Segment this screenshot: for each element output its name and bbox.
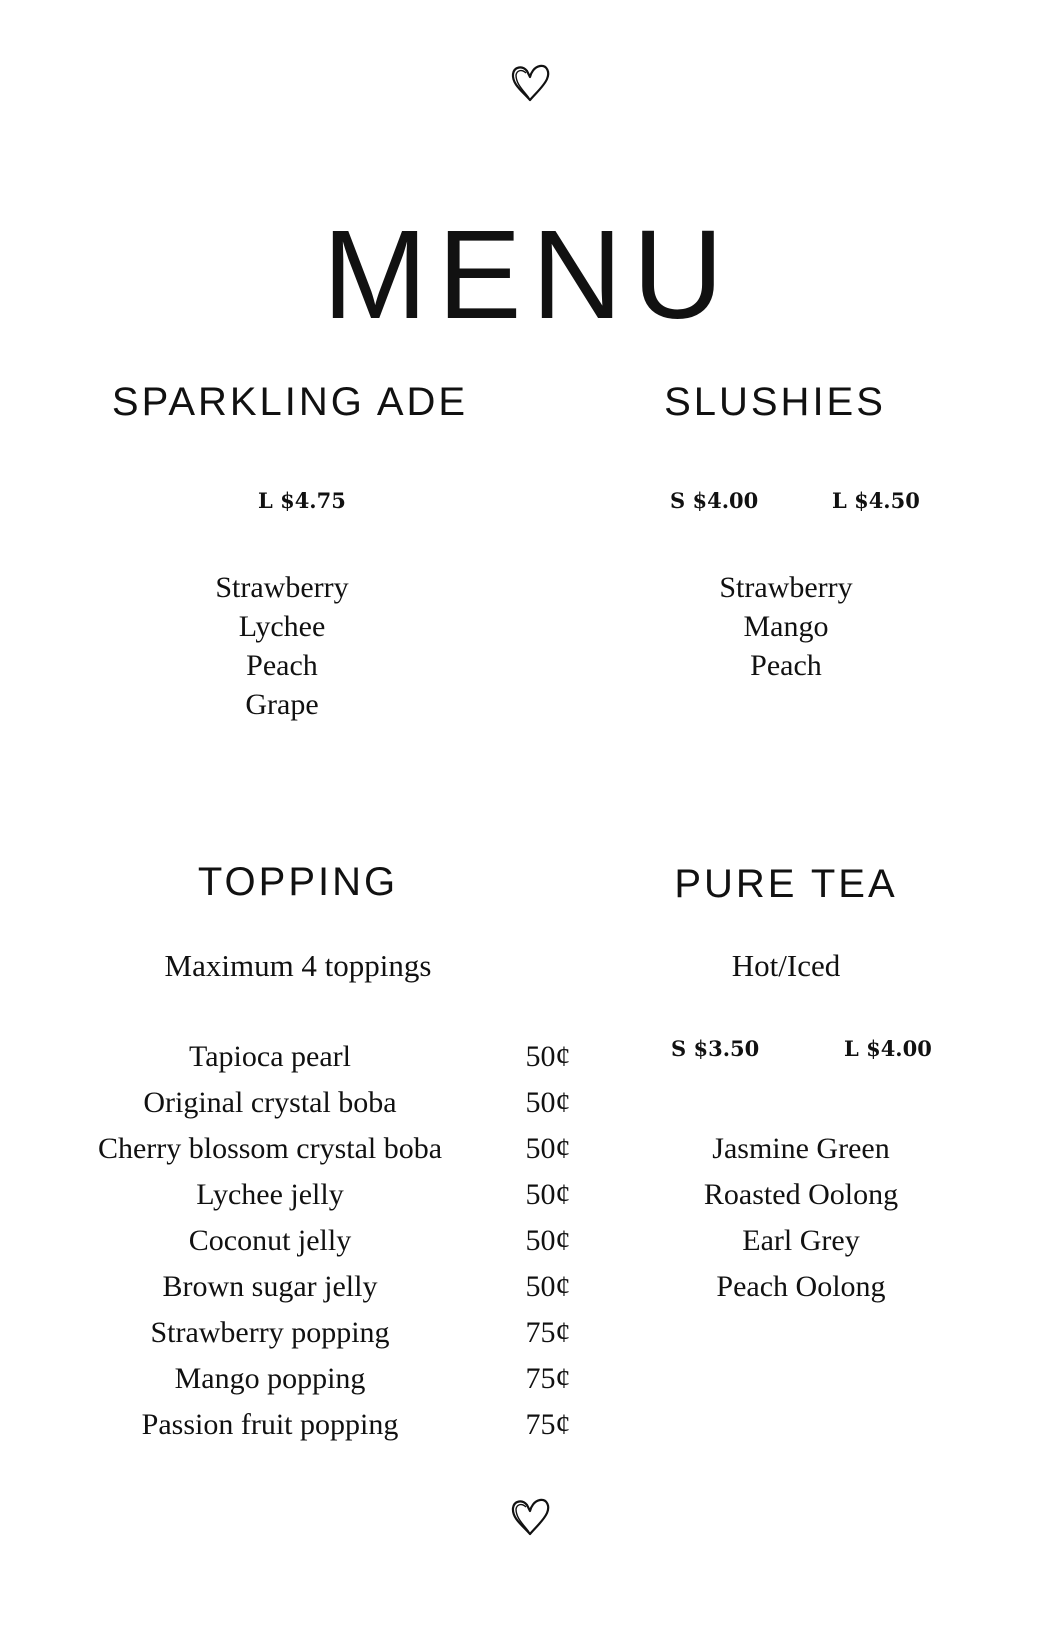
topping-price: 50¢	[525, 1270, 571, 1303]
topping-price: 75¢	[525, 1408, 571, 1441]
topping-price: 50¢	[525, 1040, 571, 1073]
topping-row	[60, 1356, 580, 1402]
menu-title: MENU	[322, 204, 734, 346]
pure-tea-price-small: S $3.50	[671, 1036, 760, 1061]
list-item: Strawberry	[719, 571, 853, 604]
topping-price: 75¢	[525, 1316, 571, 1349]
topping-row	[60, 1218, 580, 1264]
list-item: Peach	[750, 649, 822, 682]
topping-row	[60, 1172, 580, 1218]
slushies-list	[636, 568, 936, 685]
list-item: Roasted Oolong	[703, 1178, 899, 1211]
pure-tea-note: Hot/Iced	[731, 948, 841, 983]
topping-row	[60, 1080, 580, 1126]
list-item: Lychee	[238, 610, 326, 643]
slushies-heading: SLUSHIES	[664, 380, 886, 424]
list-item: Grape	[245, 688, 319, 721]
topping-price: 50¢	[525, 1224, 571, 1257]
topping-note: Maximum 4 toppings	[164, 948, 432, 983]
topping-price: 50¢	[525, 1086, 571, 1119]
list-item: Jasmine Green	[712, 1132, 890, 1165]
topping-price: 75¢	[525, 1362, 571, 1395]
list-item: Mango	[743, 610, 829, 643]
topping-name: Strawberry popping	[150, 1316, 390, 1349]
sparkling-ade-heading: SPARKLING ADE	[111, 380, 469, 424]
list-item: Earl Grey	[742, 1224, 860, 1257]
topping-list	[60, 1034, 580, 1448]
topping-row	[60, 1264, 580, 1310]
topping-row	[60, 1126, 580, 1172]
topping-name: Cherry blossom crystal boba	[97, 1132, 443, 1165]
list-item: Strawberry	[215, 571, 349, 604]
topping-heading: TOPPING	[197, 860, 399, 904]
topping-name: Mango popping	[174, 1362, 366, 1395]
topping-row	[60, 1310, 580, 1356]
topping-price: 50¢	[525, 1132, 571, 1165]
pure-tea-list	[626, 1126, 976, 1310]
pure-tea-heading: PURE TEA	[674, 862, 898, 906]
pure-tea-price-large: L $4.00	[844, 1036, 932, 1061]
topping-name: Coconut jelly	[188, 1224, 352, 1257]
list-item: Peach Oolong	[716, 1270, 886, 1303]
topping-name: Original crystal boba	[143, 1086, 397, 1119]
list-item: Peach	[246, 649, 318, 682]
topping-name: Tapioca pearl	[189, 1040, 351, 1073]
slushies-price-small: S $4.00	[670, 488, 759, 513]
topping-name: Passion fruit popping	[141, 1408, 399, 1441]
topping-price: 50¢	[525, 1178, 571, 1211]
topping-name: Lychee jelly	[196, 1178, 344, 1211]
topping-row	[60, 1034, 580, 1080]
topping-row	[60, 1402, 580, 1448]
heart-icon	[508, 1494, 552, 1538]
sparkling-ade-price-large: L $4.75	[258, 488, 346, 513]
heart-icon	[508, 60, 552, 104]
slushies-price-large: L $4.50	[832, 488, 920, 513]
sparkling-ade-list	[132, 568, 432, 724]
topping-name: Brown sugar jelly	[162, 1270, 378, 1303]
